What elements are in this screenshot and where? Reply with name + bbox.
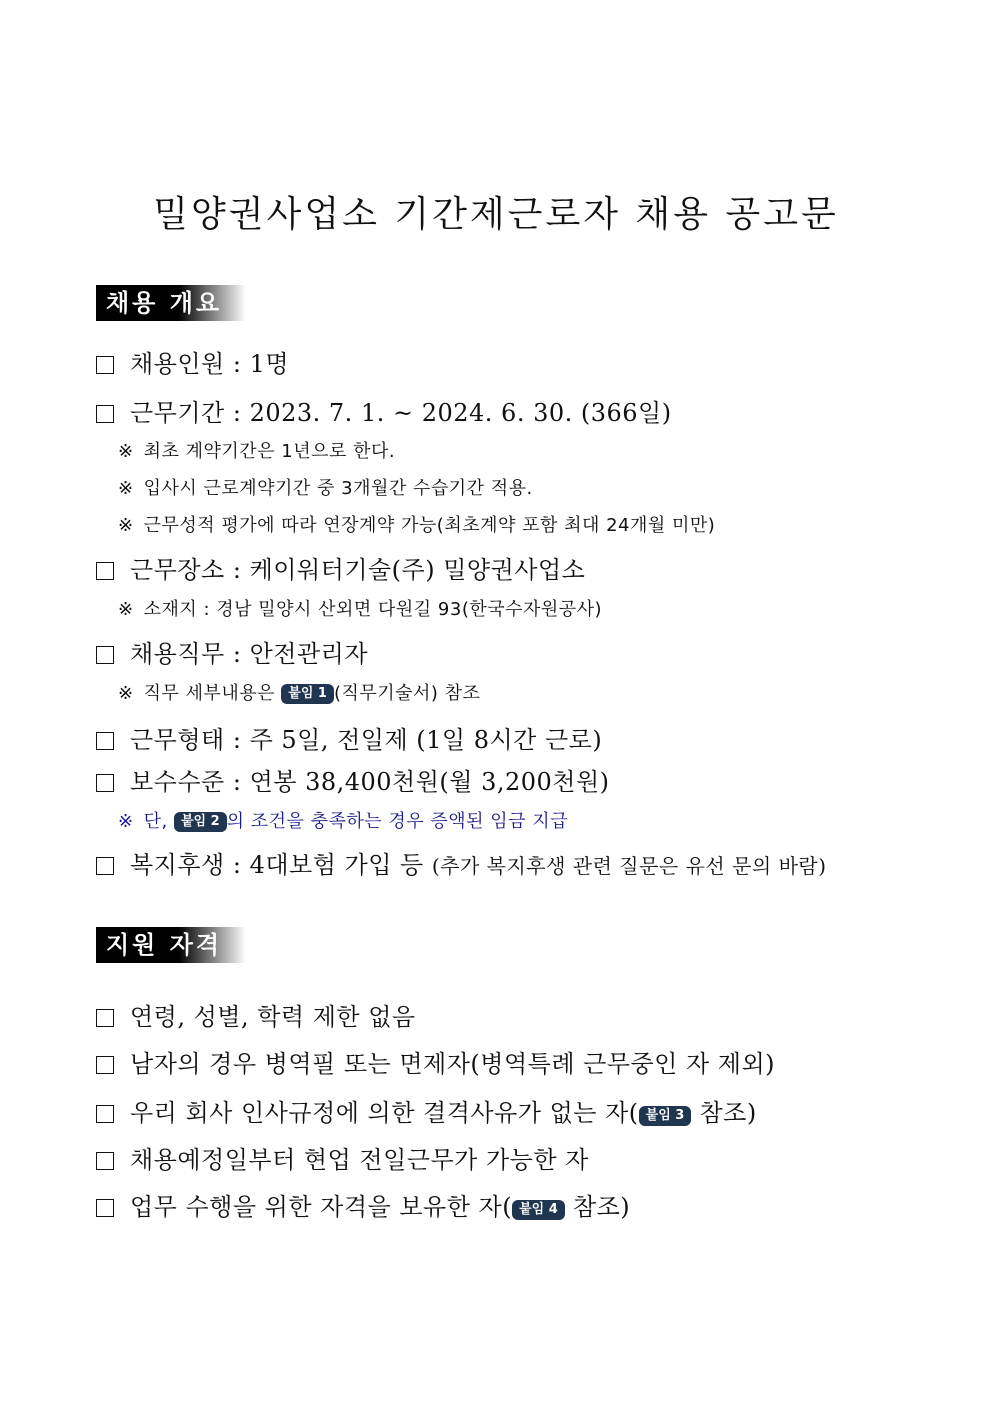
item-period: 근무기간 : 2023. 7. 1. ~ 2024. 6. 30. (366일) xyxy=(96,393,672,428)
checkbox-icon xyxy=(96,562,114,580)
checkbox-icon xyxy=(96,857,114,875)
note-period-2: ※ 입사시 근로계약기간 중 3개월간 수습기간 적용. xyxy=(118,478,533,499)
section-heading-qualification: 지원 자격 xyxy=(96,927,246,963)
checkbox-icon xyxy=(96,356,114,374)
note-location: ※ 소재지 : 경남 밀양시 산외면 다원길 93(한국수자원공사) xyxy=(118,599,603,620)
qual-item-2: 남자의 경우 병역필 또는 면제자(병역특례 근무중인 자 제외) xyxy=(96,1044,775,1079)
attachment-badge-4: 붙임 4 xyxy=(512,1200,565,1220)
checkbox-icon xyxy=(96,1152,114,1170)
note-period-3: ※ 근무성적 평가에 따라 연장계약 가능(최초계약 포함 최대 24개월 미만) xyxy=(118,515,716,536)
attachment-badge-3: 붙임 3 xyxy=(639,1106,692,1126)
checkbox-icon xyxy=(96,405,114,423)
qual-item-3: 우리 회사 인사규정에 의한 결격사유가 없는 자( 붙임 3 참조) xyxy=(96,1093,757,1128)
note-mark-icon: ※ xyxy=(118,811,134,832)
note-mark-icon: ※ xyxy=(118,441,134,462)
checkbox-icon xyxy=(96,646,114,664)
note-pay: ※ 단, 붙임 2 의 조건을 충족하는 경우 증액된 임금 지급 xyxy=(118,811,569,832)
note-period-1: ※ 최초 계약기간은 1년으로 한다. xyxy=(118,441,396,462)
attachment-badge-2: 붙임 2 xyxy=(174,812,227,832)
checkbox-icon xyxy=(96,732,114,750)
attachment-badge-1: 붙임 1 xyxy=(281,684,334,704)
item-worktype: 근무형태 : 주 5일, 전일제 (1일 8시간 근로) xyxy=(96,720,602,755)
item-welfare: 복지후생 : 4대보험 가입 등 (추가 복지후생 관련 질문은 유선 문의 바람) xyxy=(96,845,827,880)
document-title: 밀양권사업소 기간제근로자 채용 공고문 xyxy=(153,194,839,235)
checkbox-icon xyxy=(96,1009,114,1027)
note-job: ※ 직무 세부내용은 붙임 1 (직무기술서) 참조 xyxy=(118,683,481,704)
item-job: 채용직무 : 안전관리자 xyxy=(96,634,368,669)
note-mark-icon: ※ xyxy=(118,683,134,704)
qual-item-5: 업무 수행을 위한 자격을 보유한 자( 붙임 4 참조) xyxy=(96,1187,630,1222)
item-workplace: 근무장소 : 케이워터기술(주) 밀양권사업소 xyxy=(96,550,585,585)
welfare-note: (추가 복지후생 관련 질문은 유선 문의 바람) xyxy=(431,854,827,878)
qual-item-4: 채용예정일부터 현업 전일근무가 가능한 자 xyxy=(96,1140,589,1175)
checkbox-icon xyxy=(96,774,114,792)
note-mark-icon: ※ xyxy=(118,599,134,620)
checkbox-icon xyxy=(96,1199,114,1217)
note-mark-icon: ※ xyxy=(118,515,134,536)
section-heading-overview: 채용 개요 xyxy=(96,285,246,321)
qual-item-1: 연령, 성별, 학력 제한 없음 xyxy=(96,997,416,1032)
checkbox-icon xyxy=(96,1105,114,1123)
item-pay: 보수수준 : 연봉 38,400천원(월 3,200천원) xyxy=(96,762,610,797)
note-mark-icon: ※ xyxy=(118,478,134,499)
checkbox-icon xyxy=(96,1056,114,1074)
item-headcount: 채용인원 : 1명 xyxy=(96,344,289,379)
